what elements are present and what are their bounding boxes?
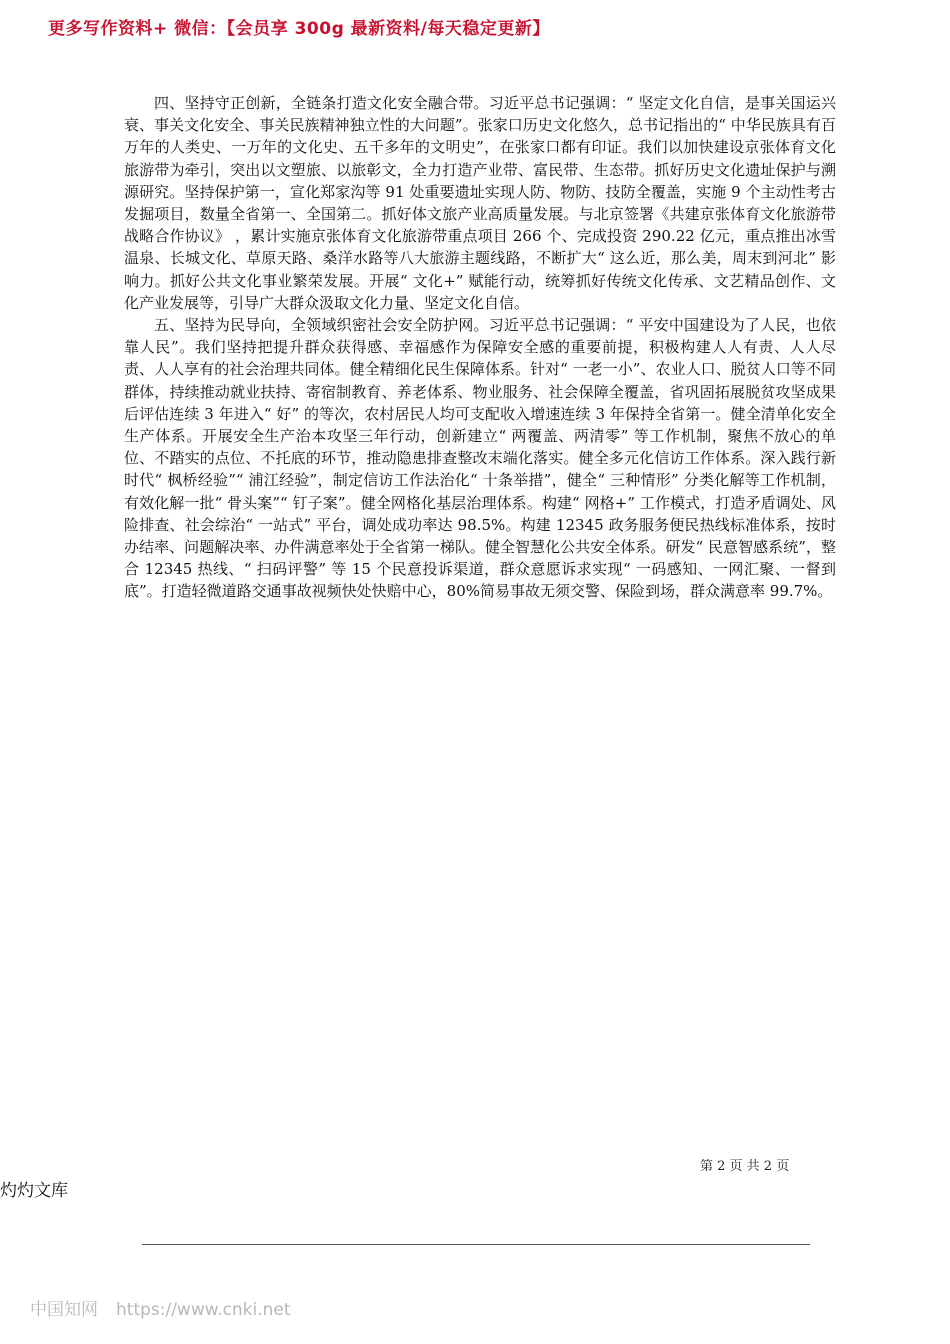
footer-divider: [142, 1244, 810, 1245]
watermark-name: 中国知网: [30, 1300, 98, 1320]
library-name: 灼灼文库: [0, 1181, 68, 1201]
page-number: 第 2 页 共 2 页: [700, 1159, 790, 1174]
watermark-url: https://www.cnki.net: [116, 1300, 291, 1320]
promo-banner: 更多写作资料+ 微信：【会员享 300g 最新资料/每天稳定更新】: [48, 19, 550, 39]
paragraph-5: 五、坚持为民导向，全领域织密社会安全防护网。习近平总书记强调：“ 平安中国建设为了人民，也依靠人民”。我们坚持把提升群众获得感、幸福感作为保障安全感的重要前提，积极构建人人有责、人人尽责、人人享有的社会治理共同体。健全精细化民生保障体系。针对“ 一老一小”、农业人口、脱贫人口等不同群体，持续推动就业扶持、寄宿制教育、养老体系、物业服务、社会保障全覆盖，省巩固拓展脱贫攻坚成果后评估连续 3 年进入“ 好” 的等次，农村居民人均可支配收入增速连续 3 年保持全省第一。健全清单化安全生产体系。开展安全生产治本攻坚三年行动，创新建立“ 两覆盖、两清零” 等工作机制，聚焦不放心的单位、不踏实的点位、不托底的环节，推动隐患排查整改末端化落实。健全多元化信访工作体系。深入践行新时代“ 枫桥经验”“ 浦江经验”，制定信访工作法治化“ 十条举措”，健全“ 三种情形” 分类化解等工作机制，有效化解一批“ 骨头案”“ 钉子案”。健全网格化基层治理体系。构建“ 网格+” 工作模式，打造矛盾调处、风险排查、社会综治“ 一站式” 平台，调处成功率达 98.5%。构建 12345 政务服务便民热线标准体系，按时办结率、问题解决率、办件满意率处于全省第一梯队。健全智慧化公共安全体系。研发“ 民意智感系统”，整合 12345 热线、“ 扫码评警” 等 15 个民意投诉渠道，群众意愿诉求实现“ 一码感知、一网汇聚、一督到底”。打造轻微道路交通事故视频快处快赔中心，80%简易事故无须交警、保险到场，群众满意率 99.7%。: [124, 316, 836, 601]
cnki-watermark: [30, 1295, 308, 1320]
paragraph-4: 四、坚持守正创新，全链条打造文化安全融合带。习近平总书记强调：“ 坚定文化自信，是事关国运兴衰、事关文化安全、事关民族精神独立性的大问题”。张家口历史文化悠久，总书记指出的“ 中华民族具有百万年的人类史、一万年的文化史、五千多年的文明史”，在张家口都有印证。我们以加快建设京张体育文化旅游带为牵引，突出以文塑旅、以旅彰文，全力打造产业带、富民带、生态带。抓好历史文化遗址保护与溯源研究。坚持保护第一，宣化郑家沟等 91 处重要遗址实现人防、物防、技防全覆盖，实施 9 个主动性考古发掘项目，数量全省第一、全国第二。抓好体文旅产业高质量发展。与北京签署《共建京张体育文化旅游带战略合作协议》 ，累计实施京张体育文化旅游带重点项目 266 个、完成投资 290.22 亿元，重点推出冰雪温泉、长城文化、草原天路、桑洋水路等八大旅游主题线路，不断扩大“ 这么近，那么美，周末到河北” 影响力。抓好公共文化事业繁荣发展。开展“ 文化+” 赋能行动，统筹抓好传统文化传承、文艺精品创作、文化产业发展等，引导广大群众汲取文化力量、坚定文化自信。: [124, 94, 836, 312]
document-body: [124, 92, 836, 603]
